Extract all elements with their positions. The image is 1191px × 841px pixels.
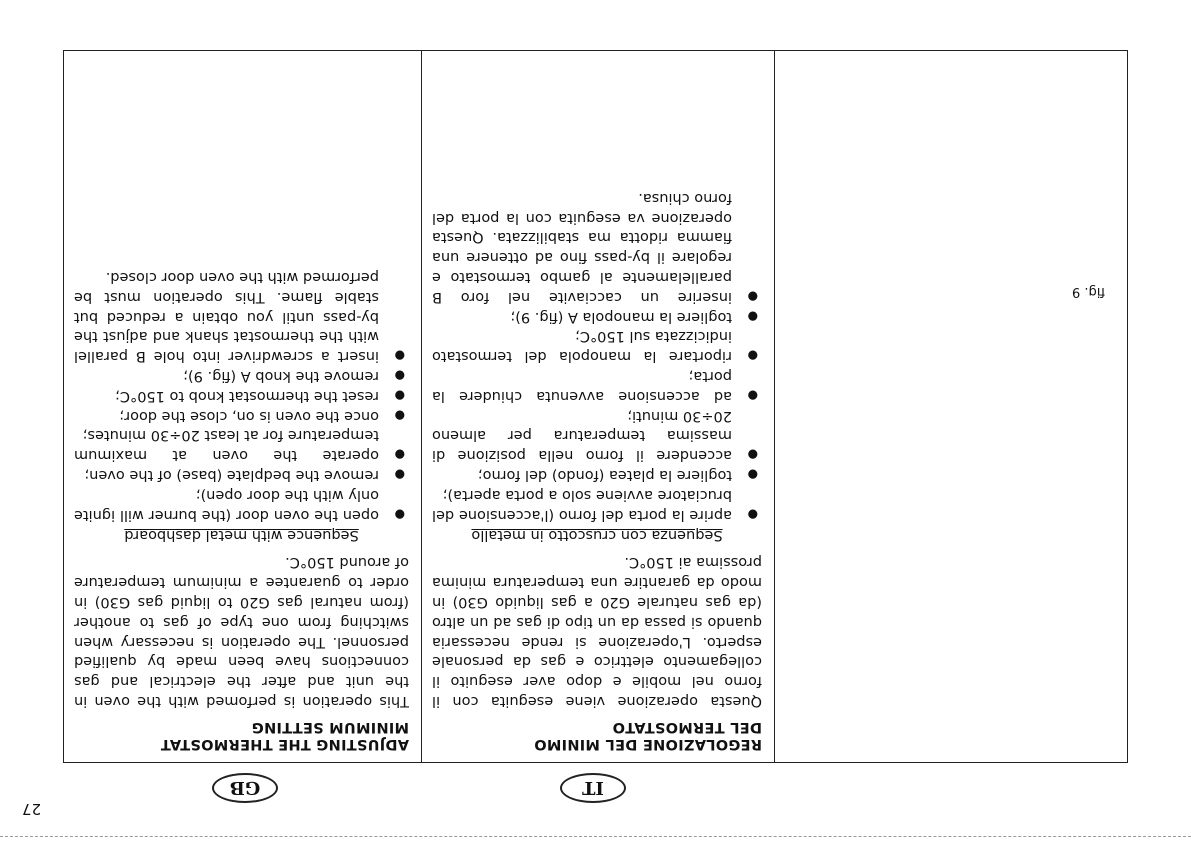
italian-step-text: accendere il forno nella posizione di massima temperatura per almeno 20÷30 minuti; [432,407,732,464]
list-item [74,266,409,365]
italian-step-text: togliere la platea (fondo) del forno; [477,467,732,484]
english-step-text: remove the knob A (fig. 9); [183,368,379,385]
italian-step-text: togliere la manopola A (fig. 9); [510,308,732,325]
bullet-icon: ● [394,369,405,384]
list-item [432,306,762,326]
list-item [432,187,762,306]
italian-title-line-2: DEL TERMOSTATO [612,719,762,735]
bullet-icon: ● [747,448,758,463]
english-step-text: reset the thermostat knob to 150°C; [114,387,379,404]
list-item [432,405,762,464]
top-dashed-rule [0,836,1191,837]
italian-column [421,51,774,762]
italian-steps-list [432,187,762,524]
italian-title-line-1: REGOLAZIONE DEL MINIMO [533,736,762,752]
bullet-icon: ● [394,468,405,483]
bullet-icon: ● [747,349,758,364]
list-item [432,464,762,484]
bullet-icon: ● [394,349,405,364]
english-title-line-1: ADJUSTING THE THERMOSTAT [160,736,409,752]
english-column [64,51,421,762]
italian-section-title [432,718,762,752]
list-item [74,464,409,484]
list-item [432,484,762,524]
language-badge-gb [212,773,278,803]
english-sequence-heading: Sequence with metal dashboard [124,526,359,543]
bullet-icon: ● [747,388,758,403]
italian-step-text: aprire la porta del forno (l'accensione del bruciatore avviene solo a porta aperta); [432,486,732,523]
bullet-icon: ● [747,507,758,522]
english-step-text: open the oven door (the burner will ignite only with the door open); [74,486,379,523]
page-number: 27 [22,800,42,818]
italian-step-text: riportare la manopola del termostato indicizzata sul 150°C; [432,328,732,365]
bullet-icon: ● [747,289,758,304]
language-badge-it-label: IT [582,777,604,799]
list-item [432,326,762,366]
list-item [74,484,409,524]
italian-intro-paragraph: Questa operazione viene eseguita con il forno nel mobile e dopo aver eseguito il collegamento elettrico e gas da personale esperto. L'operazione si rende necessaria quando si passa da un tipo di gas ad un altro (da gas naturale G20 a gas liquido G30) in modo da garantire una temperatura minima prossima ai 150°C. [432,554,762,709]
italian-step-text: inserire un cacciavite nel foro B parallelamente al gambo termostato e regolare il by-pass fino ad ottenere una fiamma ridotta ma stabilizzata. Questa operazione va eseguita con la porta del forno chiusa. [432,189,732,305]
list-item [74,385,409,405]
list-item [74,365,409,385]
english-step-text: once the oven is on, close the door; [119,407,379,424]
english-section-title [74,718,409,752]
bullet-icon: ● [394,388,405,403]
english-intro-paragraph: This operation is perfomed with the oven in the unit and after the electrical and gas connections have been made by qualified personnel. The operation is necessary when switching from one type of gas to another (from natural gas G20 to liquid gas G30) in order to guarantee a minimum temperature of around 150°C. [74,554,409,709]
english-step-text: remove the bedplate (base) of the oven; [84,467,379,484]
bullet-icon: ● [747,468,758,483]
english-step-text: operate the oven at maximum temperature for at least 20÷30 minutes; [74,427,379,464]
figure-label: fig. 9 [1072,284,1105,299]
italian-step-text: ad accensione avvenuta chiudere la porta; [432,368,732,404]
list-item [432,365,762,405]
language-badge-gb-label: GB [229,777,261,799]
language-badge-it [560,773,626,803]
bullet-icon: ● [394,507,405,522]
bullet-icon: ● [394,448,405,463]
italian-sequence-heading: Sequenza con cruscotto in metallo [471,526,723,543]
english-steps-list [74,266,409,523]
english-title-line-2: MINIMUM SETTING [251,719,409,735]
figure-column [774,51,1127,762]
english-step-text: insert a screwdriver into hole B parallel with the thermostat shank and adjust the by-pass until you obtain a reduced but stable flame. This operation must be performed with the oven door closed. [74,269,379,365]
bullet-icon: ● [394,408,405,423]
list-item [74,425,409,465]
list-item [74,405,409,425]
content-frame [63,50,1128,763]
bullet-icon: ● [747,309,758,324]
